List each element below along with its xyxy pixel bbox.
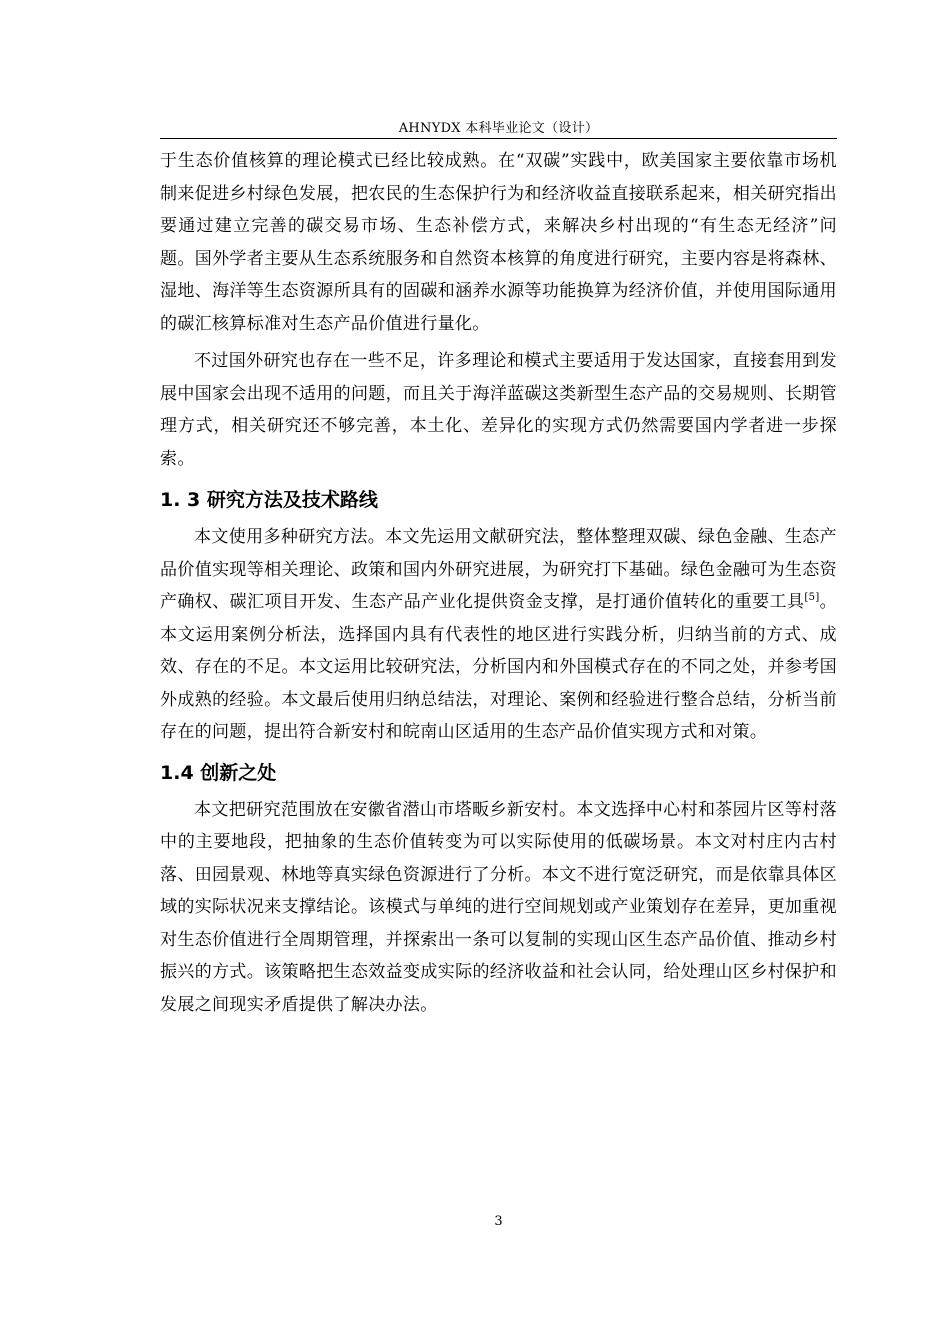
page-number: 3 bbox=[494, 1214, 503, 1229]
section-heading-innovation: 1.4 创新之处 bbox=[160, 761, 277, 784]
paragraph-research-methods bbox=[160, 521, 837, 749]
paragraph-text-part-2: 。本文运用案例分析法，选择国内具有代表性的地区进行实践分析，归纳当前的方式、成效、存在的不足。本文运用比较研究法，分析国内和外国模式存在的不同之处，并参考国外成熟的经验。本文最后使用归纳总结法，对理论、案例和经验进行整合总结，分析当前存在的问题，提出符合新安村和皖南山区适用的生态产品价值实现方式和对策。 bbox=[160, 592, 837, 742]
citation-reference: [5] bbox=[804, 592, 820, 603]
running-header: AHNYDX 本科毕业论文（设计） bbox=[398, 121, 599, 136]
header-rule bbox=[160, 138, 837, 139]
page-body bbox=[160, 145, 837, 1021]
section-heading-research-methods: 1. 3 研究方法及技术路线 bbox=[160, 489, 378, 511]
paragraph-research-gaps: 不过国外研究也存在一些不足，许多理论和模式主要适用于发达国家，直接套用到发展中国家会出现不适用的问题，而且关于海洋蓝碳这类新型生态产品的交易规则、长期管理方式，相关研究还不够完善，本土化、差异化的实现方式仍然需要国内学者进一步探索。 bbox=[160, 351, 837, 469]
paragraph-innovation: 本文把研究范围放在安徽省潜山市塔畈乡新安村。本文选择中心村和茶园片区等村落中的主要地段，把抽象的生态价值转变为可以实际使用的低碳场景。本文对村庄内古村落、田园景观、林地等真实绿色资源进行了分析。本文不进行宽泛研究，而是依靠具体区域的实际状况来支撑结论。该模式与单纯的进行空间规划或产业策划存在差异，更加重视对生态价值进行全周期管理，并探索出一条可以复制的实现山区生态产品价值、推动乡村振兴的方式。该策略把生态效益变成实际的经济收益和社会认同，给处理山区乡村保护和发展之间现实矛盾提供了解决办法。 bbox=[160, 799, 837, 1015]
paragraph-text-part-1: 本文使用多种研究方法。本文先运用文献研究法，整体整理双碳、绿色金融、生态产品价值实现等相关理论、政策和国内外研究进展，为研究打下基础。绿色金融可为生态资产确权、碳汇项目开发、生态产品产业化提供资金支撑，是打通价值转化的重要工具 bbox=[160, 527, 837, 612]
paragraph-foreign-research: 于生态价值核算的理论模式已经比较成熟。在“双碳”实践中，欧美国家主要依靠市场机制来促进乡村绿色发展，把农民的生态保护行为和经济收益直接联系起来，相关研究指出要通过建立完善的碳交易市场、生态补偿方式，来解决乡村出现的“有生态无经济”问题。国外学者主要从生态系统服务和自然资本核算的角度进行研究，主要内容是将森林、湿地、海洋等生态资源所具有的固碳和涵养水源等功能换算为经济价值，并使用国际通用的碳汇核算标准对生态产品价值进行量化。 bbox=[160, 151, 837, 334]
